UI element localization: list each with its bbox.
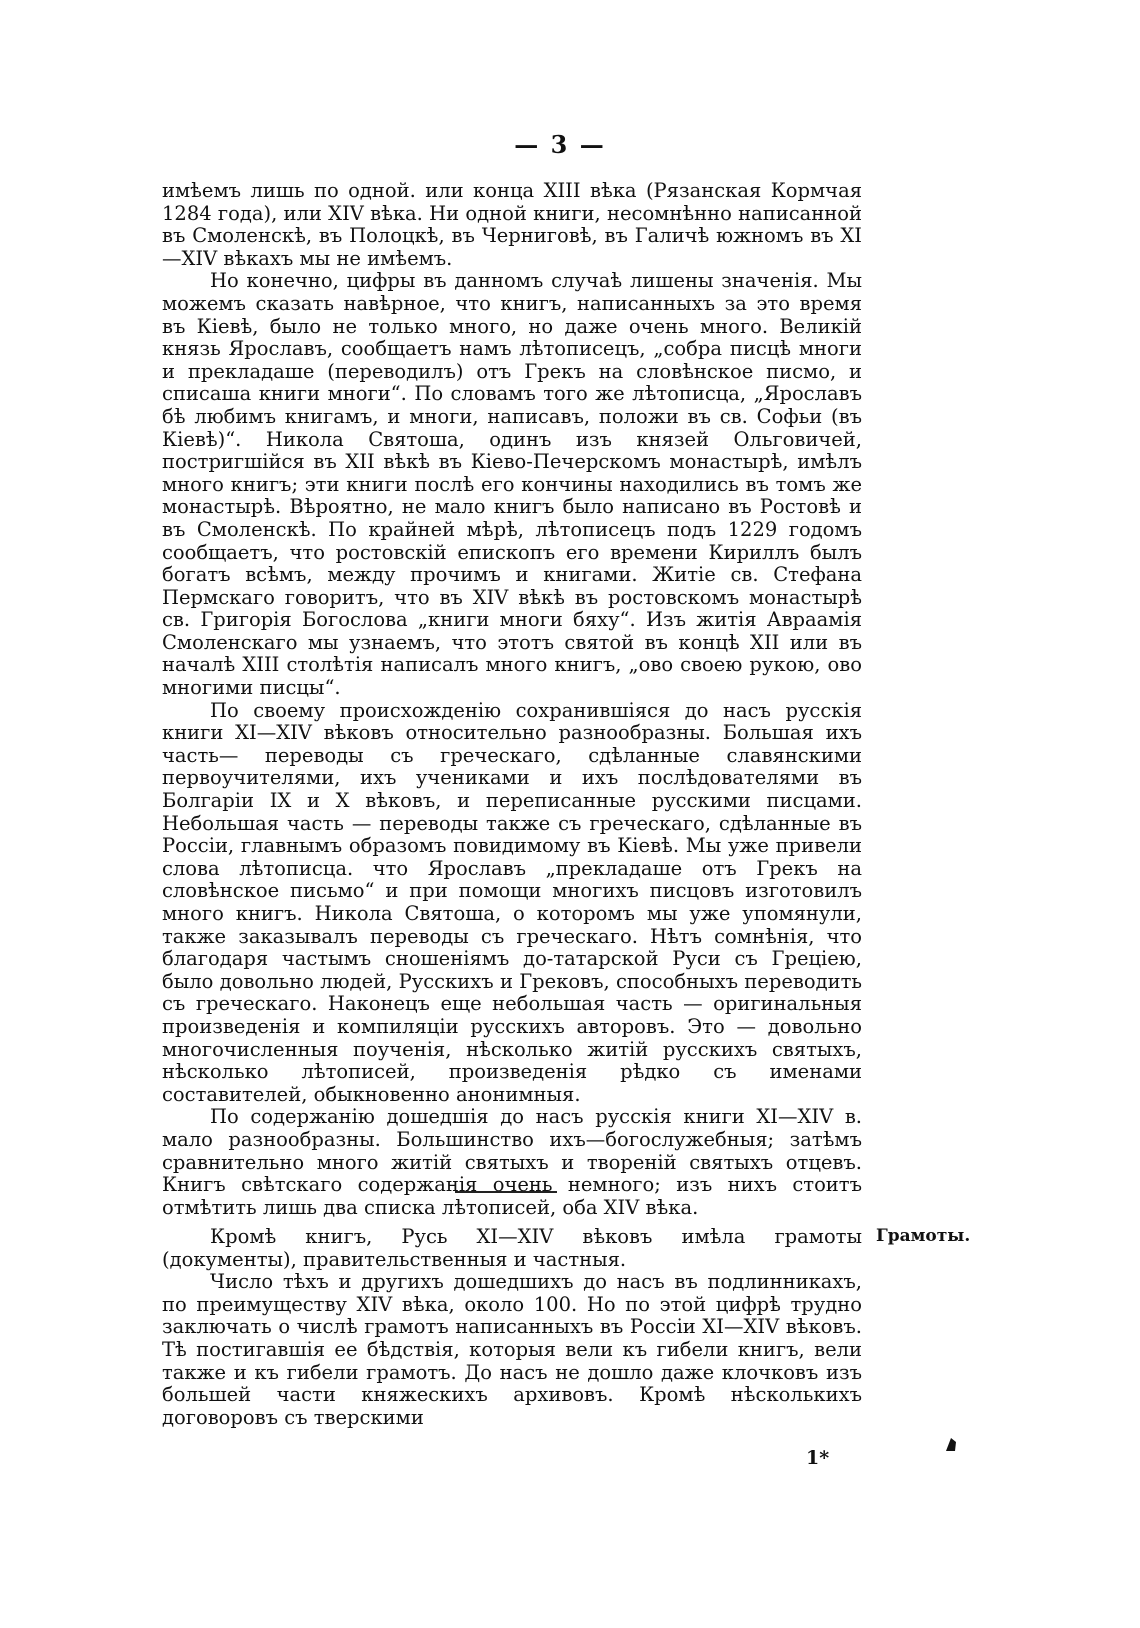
paragraph: Но конечно, цифры въ данномъ случаѣ лишены значенія. Мы можемъ сказать навѣрное, что книгъ, написанныхъ за это время въ Кіевѣ, было не только много, но даже очень много. Великій князь Ярославъ, сообщаетъ намъ лѣтописецъ, „собра писцѣ многи и прекладаше (переводилъ) отъ Грекъ на словѣнское писмо, и списаша книги многи“. По словамъ того же лѣтописца, „Ярославъ бѣ любимъ книгамъ, и многи, написавъ, положи въ св. Софьи (въ Кіевѣ)“. Никола Святоша, одинъ изъ князей Ольговичей, постригшійся въ XII вѣкѣ въ Кіево-Печерскомъ монастырѣ, имѣлъ много книгъ; эти книги послѣ его кончины находились въ томъ же монастырѣ. Вѣроятно, не мало книгъ было написано въ Ростовѣ и въ Смоленскѣ. По крайней мѣрѣ, лѣтописецъ подъ 1229 годомъ сообщаетъ, что ростовскій епископъ его времени Кириллъ былъ богатъ всѣмъ, между прочимъ и книгами. Житіе св. Стефана Пермскаго говоритъ, что въ XIV вѣкѣ въ ростовскомъ монастырѣ св. Григорія Богослова „книги многи бяху“. Изъ житія Авраамія Смоленскаго мы узнаемъ, что этотъ святой въ концѣ XII или въ началѣ XIII столѣтія написалъ много книгъ, „ово своею рукою, ово многими писцы“. xyxy=(162,269,862,700)
paragraph: Кромѣ книгъ, Русь XI—XIV вѣковъ имѣла грамоты (документы), правительственныя и частныя. xyxy=(162,1225,862,1271)
paragraph: По своему происхожденію сохранившіяся до насъ русскія книги XI—XIV вѣковъ относительно разнообразны. Большая ихъ часть— переводы съ греческаго, сдѣланные славянскими первоучителями, ихъ учениками и ихъ послѣдователями въ Болгаріи IX и X вѣковъ, и переписанные русскими писцами. Небольшая часть — переводы также съ греческаго, сдѣланные въ Россіи, главнымъ образомъ повидимому въ Кіевѣ. Мы уже привели слова лѣтописца. что Ярославъ „прекладаше отъ Грекъ на словѣнское письмо“ и при помощи многихъ писцовъ изготовилъ много книгъ. Никола Святоша, о которомъ мы уже упомянули, также заказывалъ переводы съ греческаго. Нѣтъ сомнѣнія, что благодаря частымъ сношеніямъ до-татарской Руси съ Греціею, было довольно людей, Русскихъ и Грековъ, способныхъ переводить съ греческаго. Наконецъ еще небольшая часть — оригинальныя произведенія и компиляціи русскихъ авторовъ. Это — довольно многочисленныя поученія, нѣсколько житій русскихъ святыхъ, нѣсколько лѣтописей, произведенія рѣдко съ именами составителей, обыкновенно анонимныя. xyxy=(162,698,862,1106)
signature-mark: 1* xyxy=(806,1447,830,1469)
paragraph: По содержанію дошедшія до насъ русскія книги XI—XIV в. мало разнообразны. Большинство ихъ—богослужебныя; затѣмъ сравнительно много житій святыхъ и твореній святыхъ отцевъ. Книгъ свѣтскаго содержанія очень немного; изъ нихъ стоитъ отмѣтить лишь два списка лѣтописей, оба XIV вѣка. xyxy=(162,1105,862,1219)
ink-blot-icon xyxy=(944,1436,958,1452)
page-number: — 3 — xyxy=(514,130,606,159)
main-text xyxy=(162,180,862,1219)
section-divider xyxy=(455,1191,557,1193)
section-gramoty-text xyxy=(162,1226,862,1429)
margin-note: Грамоты. xyxy=(876,1226,971,1246)
paragraph-continuation: имѣемъ лишь по одной. или конца XIII вѣка (Рязанская Кормчая 1284 года), или XIV вѣка. Ни одной книги, несомнѣнно написанной въ Смоленскѣ, въ Полоцкѣ, въ Черниговѣ, въ Галичѣ южномъ въ XI—XIV вѣкахъ мы не имѣемъ. xyxy=(162,179,862,270)
paragraph: Число тѣхъ и другихъ дошедшихъ до насъ въ подлинникахъ, по преимуществу XIV вѣка, около 100. Но по этой цифрѣ трудно заключать о числѣ грамотъ написанныхъ въ Россіи XI—XIV вѣковъ. Тѣ постигавшія ее бѣдствія, которыя вели къ гибели книгъ, вели также и къ гибели грамотъ. До насъ не дошло даже клочковъ изъ большей части княжескихъ архивовъ. Кромѣ нѣсколькихъ договоровъ съ тверскими xyxy=(162,1270,862,1429)
